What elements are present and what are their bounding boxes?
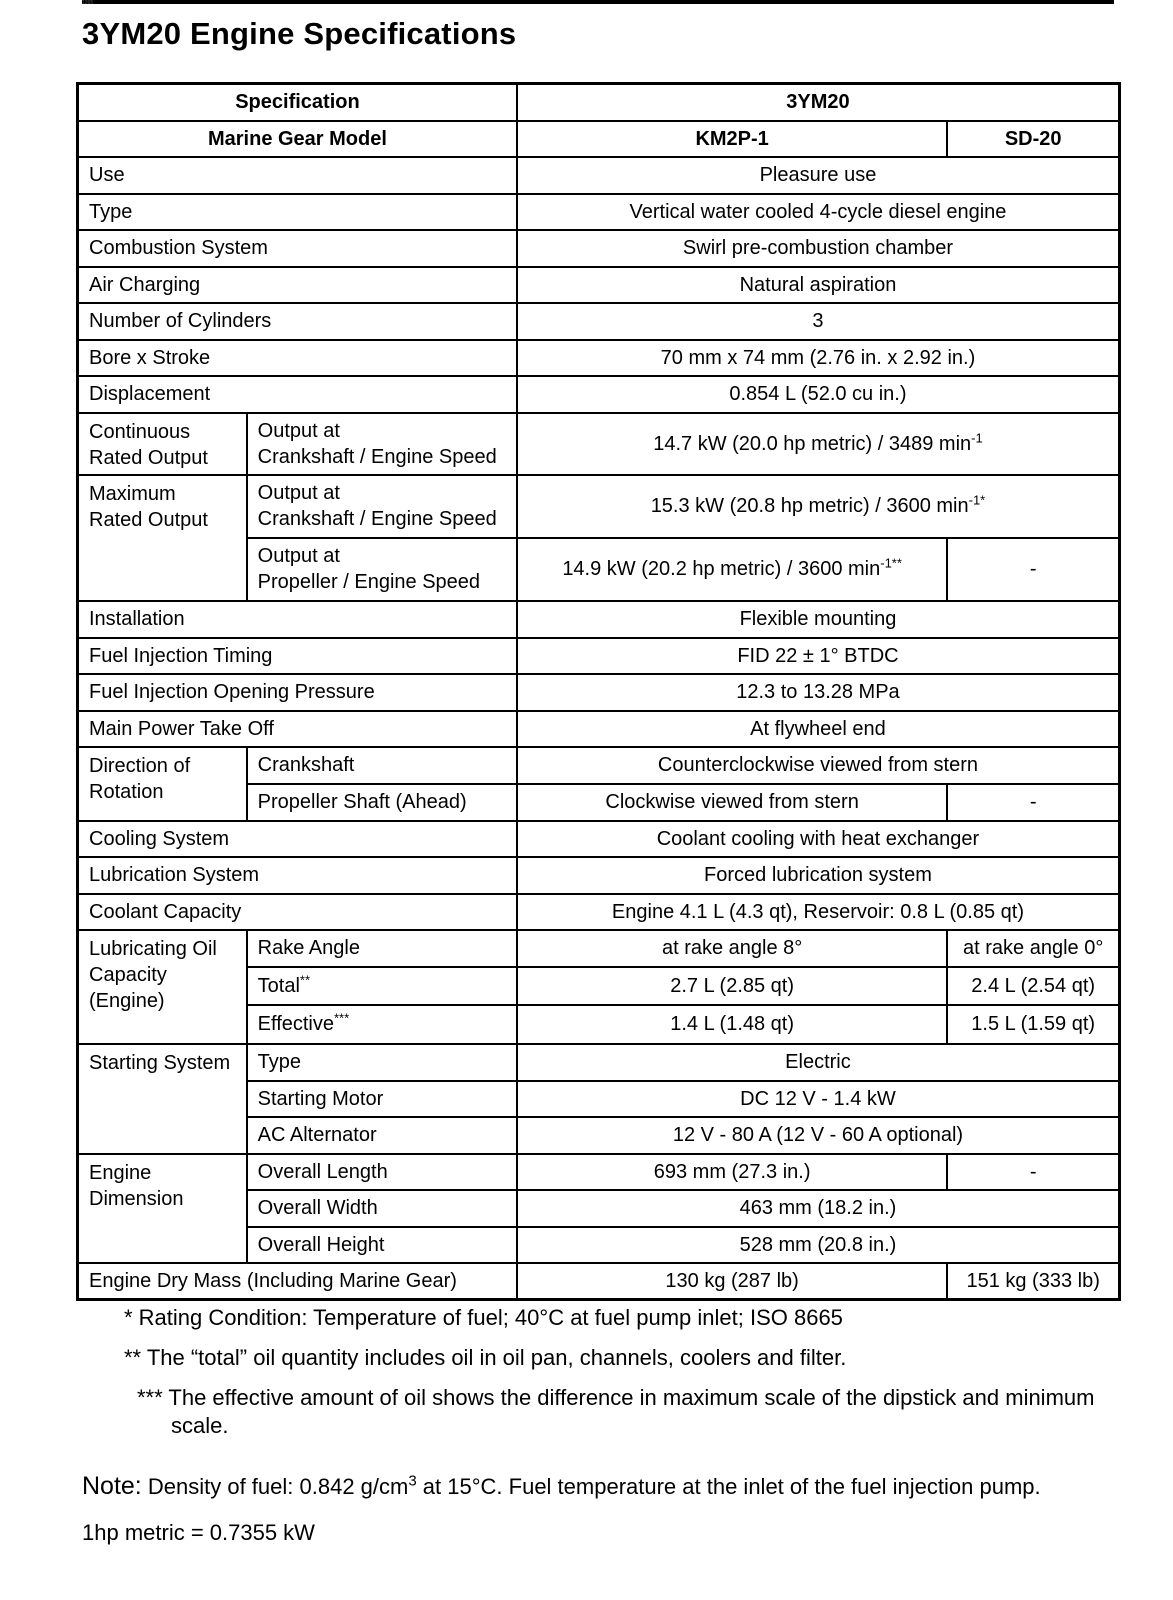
row-value: Vertical water cooled 4-cycle diesel engine [517,194,1120,230]
row-label: Combustion System [78,230,517,267]
table-row [78,747,1120,784]
footnote-effective: *** The effective amount of oil shows the difference in maximum scale of the dipstick and minimum scale. [137,1385,1095,1438]
table-row [78,857,1120,894]
value-text: 14.9 kW (20.2 hp metric) / 3600 min [562,558,881,580]
table-row [78,475,1120,538]
row-value: 1.5 L (1.59 qt) [947,1005,1119,1044]
row-label: Use [78,157,517,194]
row-value: FID 22 ± 1° BTDC [517,638,1120,674]
row-label: Bore x Stroke [78,340,517,376]
row-value: 463 mm (18.2 in.) [517,1190,1120,1227]
row-value: At flywheel end [517,711,1120,747]
table-row [78,84,1120,121]
row-value: 70 mm x 74 mm (2.76 in. x 2.92 in.) [517,340,1120,376]
row-value: Swirl pre-combustion chamber [517,230,1120,267]
row-sublabel [247,1005,517,1044]
row-value: 3 [517,303,1120,340]
note-text: Density of fuel: 0.842 g/cm [141,1474,409,1499]
row-value: 151 kg (333 lb) [947,1263,1119,1300]
label-line: Rated Output [89,508,208,531]
row-value: Flexible mounting [517,601,1120,638]
note-text: at 15°C. Fuel temperature at the inlet of the fuel injection pump. [416,1474,1041,1499]
label-line: (Engine) [89,989,165,1012]
label-line: Rated Output [89,446,208,469]
row-value: Electric [517,1044,1120,1081]
row-sublabel [247,967,517,1005]
spec-header: Specification [78,84,517,121]
label-line: Dimension [89,1187,184,1210]
row-label [78,475,247,601]
table-row [78,194,1120,230]
row-value: Natural aspiration [517,267,1120,303]
note-sup: 3 [408,1472,417,1490]
row-value: - [947,538,1119,601]
label-line: Crankshaft / Engine Speed [257,445,497,468]
label-line: Maximum [89,482,176,505]
row-value: Forced lubrication system [517,857,1120,894]
row-value [517,413,1120,475]
table-row [78,303,1120,340]
label-line: Continuous [89,420,191,443]
table-row [78,601,1120,638]
row-value: 2.7 L (2.85 qt) [517,967,947,1005]
footnotes [124,1304,1104,1452]
row-label [78,930,247,1044]
table-row [78,674,1120,711]
row-value: 528 mm (20.8 in.) [517,1227,1120,1263]
table-row [78,121,1120,157]
row-label: Main Power Take Off [78,711,517,747]
gear-header: Marine Gear Model [78,121,517,157]
row-label: Number of Cylinders [78,303,517,340]
row-label: Type [78,194,517,230]
row-label [78,1154,247,1263]
table-row [78,821,1120,857]
row-label: Installation [78,601,517,638]
row-value: 1.4 L (1.48 qt) [517,1005,947,1044]
footnote-total: ** The “total” oil quantity includes oil in oil pan, channels, coolers and filter. [124,1345,847,1370]
row-label: Engine Dry Mass (Including Marine Gear) [78,1263,517,1300]
row-sublabel: Starting Motor [247,1081,517,1117]
label-line: Crankshaft / Engine Speed [257,508,497,530]
gear-a-header: KM2P-1 [517,121,947,157]
table-row [78,413,1120,475]
row-label: Lubrication System [78,857,517,894]
row-sublabel: Overall Width [247,1190,517,1227]
row-label: Coolant Capacity [78,894,517,930]
gear-b-header: SD-20 [947,121,1119,157]
table-row [78,930,1120,967]
spec-table [76,82,1121,1301]
row-value: 12.3 to 13.28 MPa [517,674,1120,711]
row-sublabel: Crankshaft [247,747,517,784]
label-line: Output at [257,419,340,442]
row-label: Air Charging [78,267,517,303]
row-value: Coolant cooling with heat exchanger [517,821,1120,857]
value-sup: -1* [968,492,986,508]
row-value: at rake angle 8° [517,930,947,967]
footnote-rating: * Rating Condition: Temperature of fuel; 40°C at fuel pump inlet; ISO 8665 [124,1305,843,1330]
row-label: Displacement [78,376,517,413]
value-sup: -1 [971,429,983,445]
row-label: Fuel Injection Timing [78,638,517,674]
value-text: 14.7 kW (20.0 hp metric) / 3489 min [653,432,972,455]
row-sublabel: AC Alternator [247,1117,517,1154]
corner-mark: 1265 [82,0,94,6]
row-sublabel [247,538,517,601]
label-line: Propeller / Engine Speed [257,571,481,593]
row-sublabel: Overall Length [247,1154,517,1190]
label-line: Engine [89,1161,152,1184]
table-row [78,1044,1120,1081]
model-header: 3YM20 [517,84,1120,121]
row-value: Counterclockwise viewed from stern [517,747,1120,784]
value-text: 15.3 kW (20.8 hp metric) / 3600 min [650,495,969,517]
row-label [78,413,247,475]
row-value: at rake angle 0° [947,930,1119,967]
label-line: Lubricating Oil [89,937,217,960]
row-value: 0.854 L (52.0 cu in.) [517,376,1120,413]
row-sublabel: Propeller Shaft (Ahead) [247,784,517,821]
conversion-note: 1hp metric = 0.7355 kW [82,1520,315,1545]
note [82,1472,1041,1501]
label-line: Output at [257,482,340,504]
row-value: Engine 4.1 L (4.3 qt), Reservoir: 0.8 L (0.85 qt) [517,894,1120,930]
row-value: - [947,784,1119,821]
row-sublabel [247,475,517,538]
table-row [78,230,1120,267]
table-row [78,894,1120,930]
row-label: Fuel Injection Opening Pressure [78,674,517,711]
label-sup: *** [334,1010,350,1026]
label-line: Output at [257,545,340,567]
row-sublabel: Rake Angle [247,930,517,967]
row-value: Pleasure use [517,157,1120,194]
row-value: Clockwise viewed from stern [517,784,947,821]
table-row [78,340,1120,376]
table-row [78,711,1120,747]
row-label: Starting System [78,1044,247,1154]
label-line: Rotation [89,780,164,803]
row-value: 693 mm (27.3 in.) [517,1154,947,1190]
table-row [78,157,1120,194]
table-row [78,376,1120,413]
row-sublabel: Type [247,1044,517,1081]
label-line: Direction of [89,754,191,777]
label-line: Capacity [89,963,167,986]
page-title: 3YM20 Engine Specifications [82,16,517,51]
table-row [78,638,1120,674]
row-sublabel [247,413,517,475]
value-sup: -1** [880,555,902,571]
row-sublabel: Overall Height [247,1227,517,1263]
label-sup: ** [299,971,311,987]
label-text: Effective [257,1013,334,1035]
table-row [78,1263,1120,1300]
row-value: 12 V - 80 A (12 V - 60 A optional) [517,1117,1120,1154]
row-label: Cooling System [78,821,517,857]
table-row [78,267,1120,303]
row-value: - [947,1154,1119,1190]
row-value [517,475,1120,538]
row-label [78,747,247,821]
top-rule [82,0,1114,4]
row-value: 2.4 L (2.54 qt) [947,967,1119,1005]
note-label: Note: [82,1472,142,1500]
table-row [78,1154,1120,1190]
row-value [517,538,947,601]
row-value: 130 kg (287 lb) [517,1263,947,1300]
label-text: Total [257,974,300,997]
row-value: DC 12 V - 1.4 kW [517,1081,1120,1117]
